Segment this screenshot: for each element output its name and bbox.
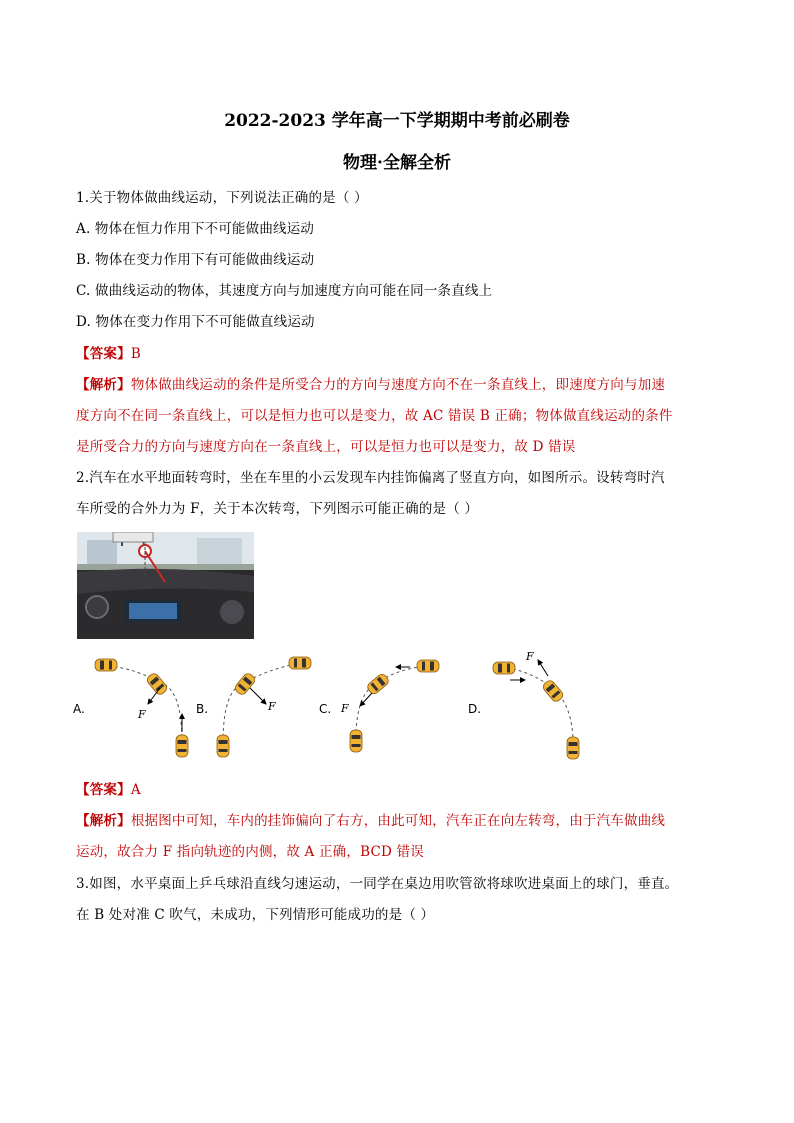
force-label-a: F (138, 708, 146, 721)
option-b-label: B. (196, 702, 209, 716)
option-b-diagram (217, 657, 311, 757)
force-label-c: F (341, 702, 349, 715)
force-label-d: F (526, 650, 534, 663)
option-d-diagram (493, 660, 579, 759)
q3-stem-line-2: 在 B 处对准 C 吹气，未成功，下列情形可能成功的是（ ） (76, 907, 435, 923)
q2-analysis-line-1 (76, 809, 665, 829)
q2-analysis-text-1: 根据图中可知，车内的挂饰偏向了右方，由此可知，汽车正在向左转弯，由于汽车做曲线 (130, 813, 666, 829)
force-label-b: F (268, 700, 276, 713)
q1-option-c: C. 做曲线运动的物体，其速度方向与加速度方向可能在同一条直线上 (76, 283, 493, 299)
q1-analysis-line-3: 是所受合力的方向与速度方向在一条直线上，可以是恒力也可以是变力，故 D 错误 (76, 439, 576, 455)
option-d-label: D. (468, 702, 482, 716)
q1-analysis-text-1: 物体做曲线运动的条件是所受合力的方向与速度方向不在一条直线上，即速度方向与加速 (130, 377, 666, 393)
option-c-label: C. (319, 702, 332, 716)
q2-answer-value: A (130, 782, 141, 798)
option-a-label: A. (73, 702, 85, 716)
q3-stem-line-1: 3.如图，水平桌面上乒乓球沿直线匀速运动，一同学在桌边用吹管欲将球吹进桌面上的球门，垂直。 (76, 876, 679, 892)
q1-stem: 1.关于物体做曲线运动，下列说法正确的是（ ） (76, 190, 368, 206)
q1-answer-label: 【答案】 (76, 346, 131, 362)
car-interior-photo (77, 532, 254, 639)
q2-answer-label: 【答案】 (76, 782, 131, 798)
q1-option-a: A. 物体在恒力作用下不可能做曲线运动 (76, 221, 315, 237)
page-subtitle: 物理·全解全析 (343, 153, 451, 173)
q2-answer (76, 778, 141, 798)
q1-analysis-line-1 (76, 373, 665, 393)
q1-option-d: D. 物体在变力作用下不可能做直线运动 (76, 314, 315, 330)
q1-answer-value: B (130, 346, 141, 362)
q2-stem-line-2: 车所受的合外力为 F，关于本次转弯，下列图示可能正确的是（ ） (76, 501, 479, 517)
car-interior-illustration (77, 532, 254, 639)
q2-analysis-label: 【解析】 (76, 813, 131, 829)
q2-analysis-line-2: 运动，故合力 F 指向轨迹的内侧，故 A 正确，BCD 错误 (76, 844, 424, 860)
q1-analysis-label: 【解析】 (76, 377, 131, 393)
option-c-diagram (350, 660, 439, 752)
q1-analysis-line-2: 度方向不在同一条直线上，可以是恒力也可以是变力，故 AC 错误 B 正确；物体做直线运动的条件 (76, 408, 673, 424)
q2-stem-line-1: 2.汽车在水平地面转弯时，坐在车里的小云发现车内挂饰偏离了竖直方向，如图所示。设转弯时汽 (76, 470, 665, 486)
q1-option-b: B. 物体在变力作用下有可能做曲线运动 (76, 252, 315, 268)
page-title: 2022-2023 学年高一下学期期中考前必刷卷 (224, 111, 570, 131)
q1-answer (76, 342, 141, 362)
